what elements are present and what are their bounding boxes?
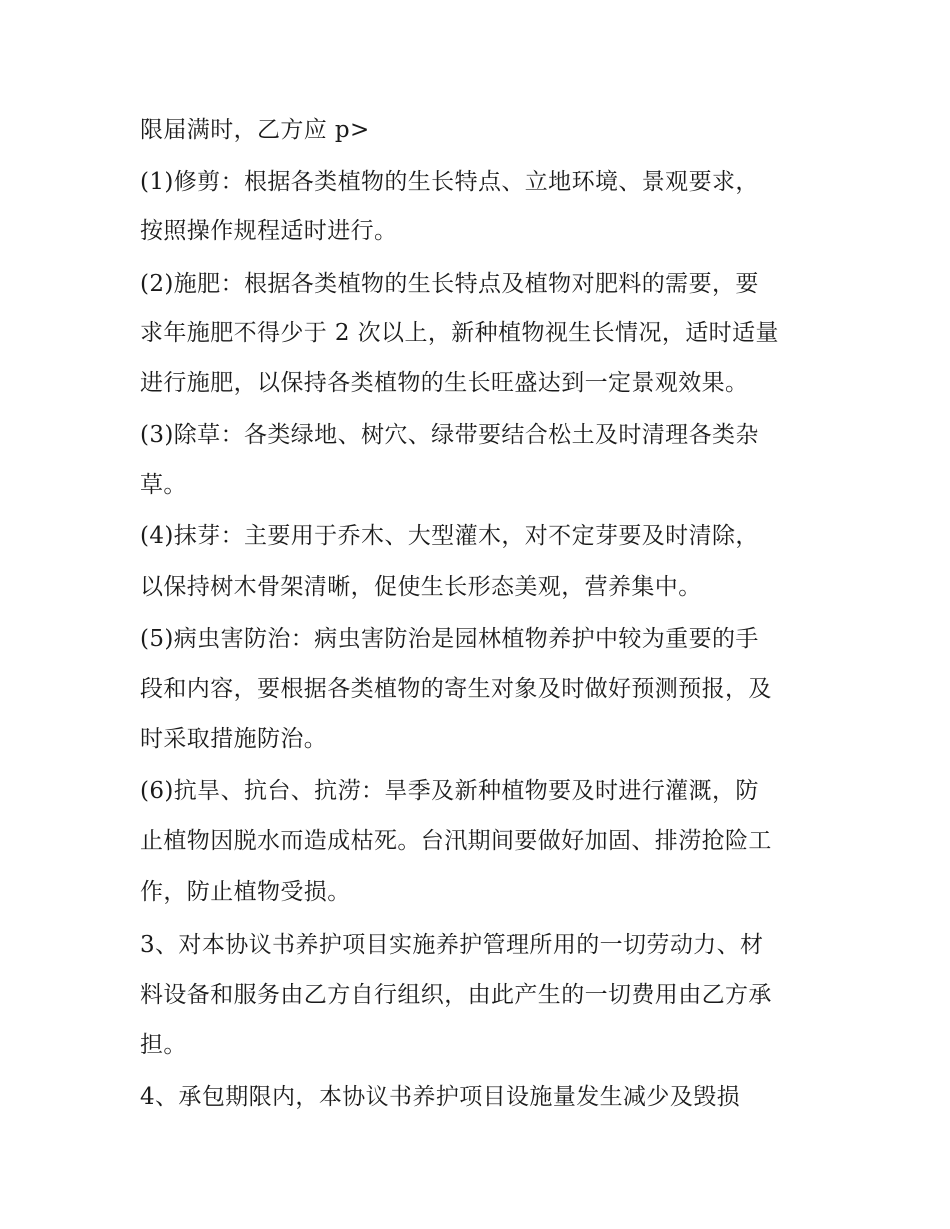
text-line: 段和内容，要根据各类植物的寄生对象及时做好预测预报，及 [140, 676, 772, 702]
text-line: (5)病虫害防治：病虫害防治是园林植物养护中较为重要的手 [140, 626, 759, 652]
text-line: 料设备和服务由乙方自行组织，由此产生的一切费用由乙方承 [140, 982, 772, 1008]
text-line: (1)修剪：根据各类植物的生长特点、立地环境、景观要求， [140, 169, 759, 195]
text-line: 担。 [140, 1032, 187, 1058]
text-line: 3、对本协议书养护项目实施养护管理所用的一切劳动力、材 [140, 932, 764, 958]
text-line: 以保持树木骨架清晰，促使生长形态美观，营养集中。 [140, 574, 702, 600]
text-line: 进行施肥，以保持各类植物的生长旺盛达到一定景观效果。 [140, 370, 749, 396]
text-line: (3)除草：各类绿地、树穴、绿带要结合松土及时清理各类杂 [140, 422, 759, 448]
text-line: (6)抗旱、抗台、抗涝：旱季及新种植物要及时进行灌溉，防 [140, 778, 759, 804]
text-line: (4)抹芽：主要用于乔木、大型灌木，对不定芽要及时清除， [140, 523, 759, 549]
text-line: 限届满时，乙方应 p> [140, 117, 370, 143]
text-line: 求年施肥不得少于 2 次以上，新种植物视生长情况，适时适量 [140, 320, 779, 346]
text-line: 时采取措施防治。 [140, 726, 328, 752]
text-line: (2)施肥：根据各类植物的生长特点及植物对肥料的需要，要 [140, 271, 759, 297]
text-line: 止植物因脱水而造成枯死。台汛期间要做好加固、排涝抢险工 [140, 828, 772, 854]
text-line: 草。 [140, 472, 187, 498]
text-line: 按照操作规程适时进行。 [140, 218, 398, 244]
text-line: 4、承包期限内，本协议书养护项目设施量发生减少及毁损 [140, 1084, 741, 1110]
text-line: 作，防止植物受损。 [140, 879, 351, 905]
